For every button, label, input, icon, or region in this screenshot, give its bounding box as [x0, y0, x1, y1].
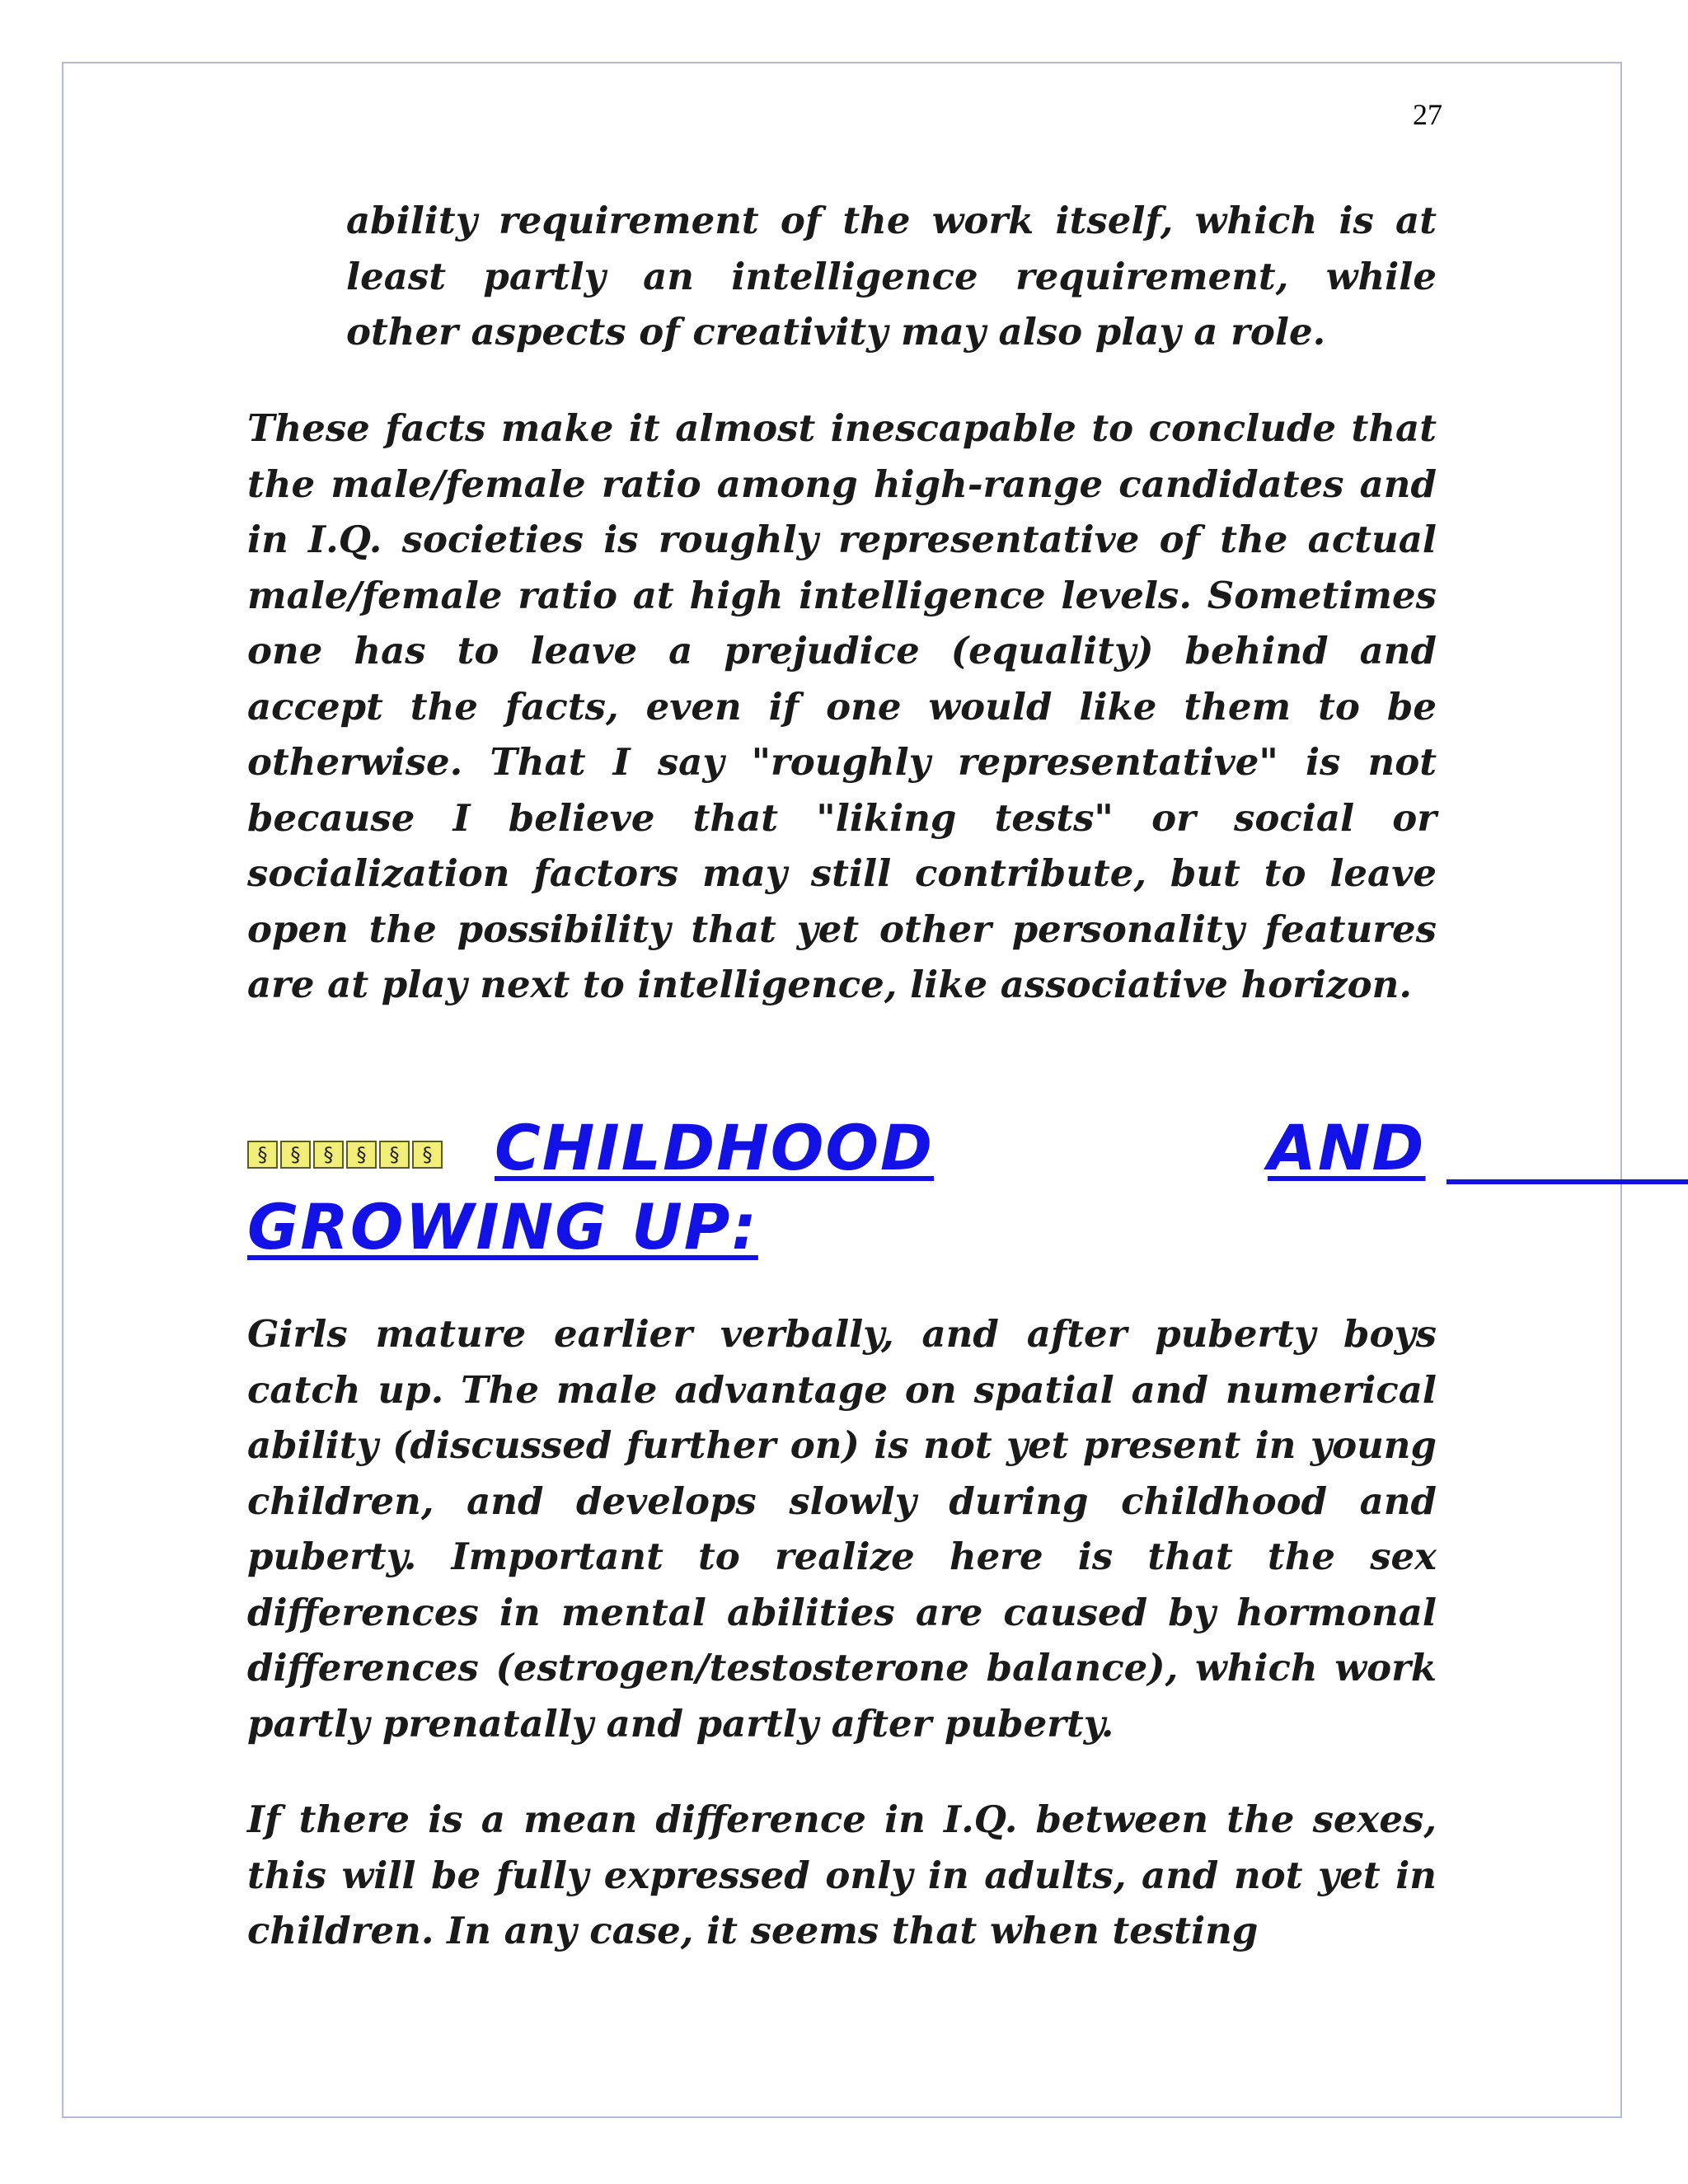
ornament-icon: §	[379, 1141, 410, 1169]
heading-growing-up: GROWING UP:	[247, 1190, 758, 1263]
ornament-icon: §	[280, 1141, 311, 1169]
ornament-icon: §	[313, 1141, 344, 1169]
paragraph-conclusion: These facts make it almost inescapable to conclude that the male/female ratio among high-range candidates and in I.Q. societies is roughly representative of the actual male/female ratio at high intelligence levels. Sometimes one has to leave a prejudice (equality) behind and accept the facts, even if one would like them to be otherwise. That I say "roughly representative" is not because I believe that "liking tests" or social or socialization factors may still contribute, but to leave open the possibility that yet other personality features are at play next to intelligence, like associative horizon.	[247, 406, 1437, 1006]
ornament-icon: §	[346, 1141, 377, 1169]
section-heading-line1	[247, 1111, 1688, 1185]
heading-underline-extension	[1447, 1179, 1688, 1184]
ornament-icon: §	[247, 1141, 278, 1169]
paragraph-maturation: Girls mature earlier verbally, and after puberty boys catch up. The male advantage on spatial and numerical ability (discussed further on) is not yet present in young children, and develops slowly during childhood and puberty. Important to realize here is that the sex differences in mental abilities are caused by hormonal differences (estrogen/testosterone balance), which work partly prenatally and partly after puberty.	[247, 1312, 1437, 1746]
section-heading	[247, 1111, 1688, 1272]
heading-word-childhood: CHILDHOOD	[495, 1111, 935, 1184]
heading-ornament-row	[247, 1141, 445, 1169]
paragraph-mean-difference: If there is a mean difference in I.Q. between the sexes, this will be fully expressed only in adults, and not yet in children. In any case, it seems that when testing	[247, 1797, 1437, 1952]
block-quote: ability requirement of the work itself, which is at least partly an intelligence requirement, while other aspects of creativity may also play a role.	[346, 199, 1437, 354]
ornament-icon: §	[412, 1141, 443, 1169]
heading-word-and: AND	[1268, 1111, 1426, 1184]
page-number: 27	[1413, 98, 1442, 131]
section-heading-line2	[247, 1190, 1688, 1272]
